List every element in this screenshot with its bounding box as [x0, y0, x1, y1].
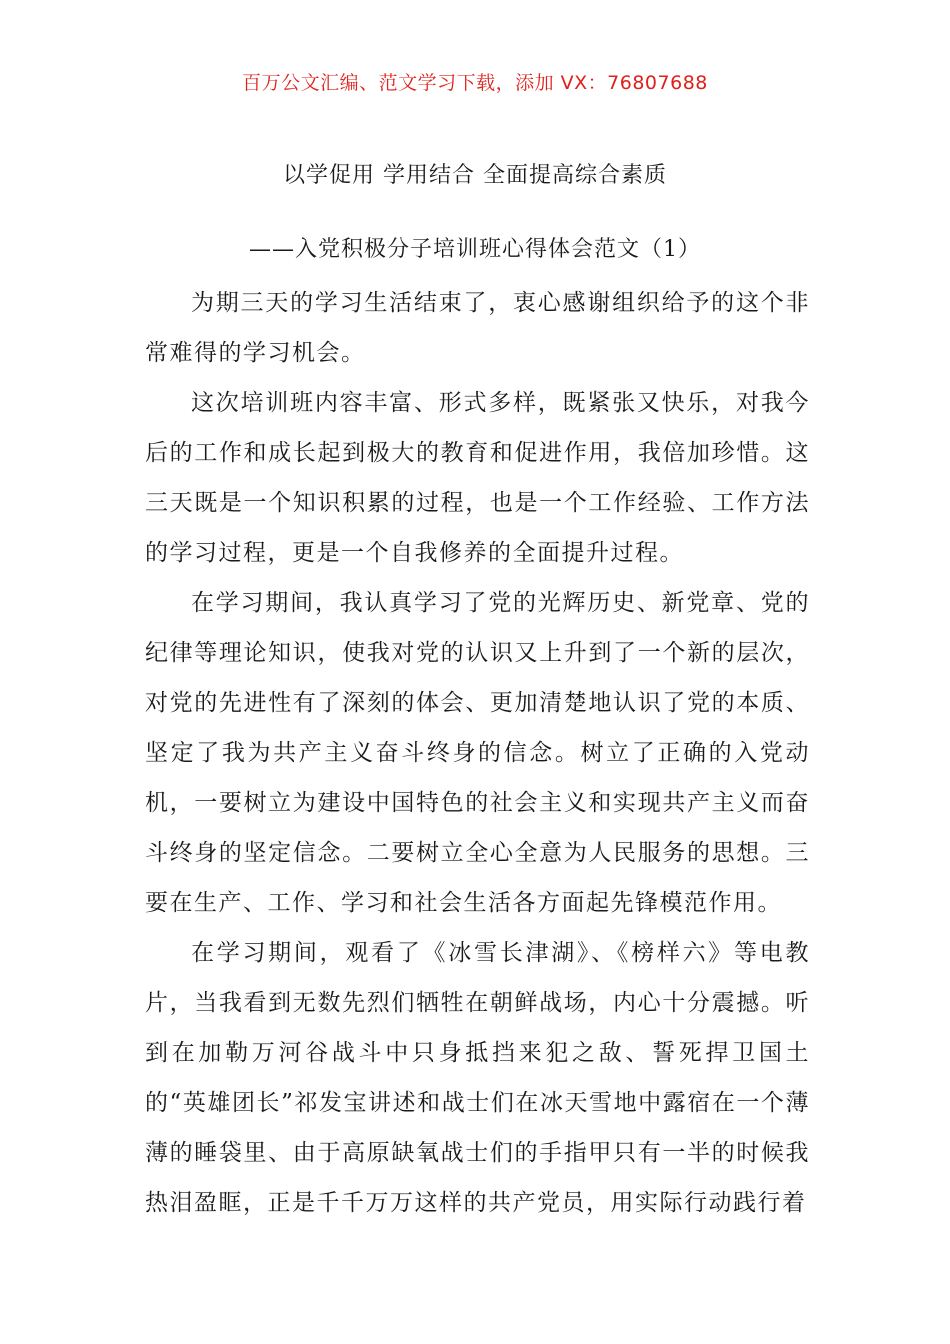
paragraph: 为期三天的学习生活结束了，衷心感谢组织给予的这个非常难得的学习机会。	[145, 290, 810, 366]
header-banner: 百万公文汇编、范文学习下载，添加 VX：76807688	[242, 72, 708, 94]
document-subtitle: ——入党积极分子培训班心得体会范文（1）	[249, 237, 701, 262]
document-body	[145, 278, 810, 1228]
paragraph: 在学习期间，观看了《冰雪长津湖》、《榜样六》等电教片，当我看到无数先烈们牺牲在朝鲜战场，内心十分震撼。听到在加勒万河谷战斗中只身抵挡来犯之敌、誓死捍卫国土的“英雄团长”祁发宝讲述和战士们在冰天雪地中露宿在一个薄薄的睡袋里、由于高原缺氧战士们的手指甲只有一半的时候我热泪盈眶，正是千千万万这样的共产党员，用实际行动践行着	[145, 940, 810, 1216]
paragraph: 在学习期间，我认真学习了党的光辉历史、新党章、党的纪律等理论知识，使我对党的认识又上升到了一个新的层次，对党的先进性有了深刻的体会、更加清楚地认识了党的本质、坚定了我为共产主义奋斗终身的信念。树立了正确的入党动机，一要树立为建设中国特色的社会主义和实现共产主义而奋斗终身的坚定信念。二要树立全心全意为人民服务的思想。三要在生产、工作、学习和社会生活各方面起先锋模范作用。	[145, 590, 810, 916]
paragraph: 这次培训班内容丰富、形式多样，既紧张又快乐，对我今后的工作和成长起到极大的教育和促进作用，我倍加珍惜。这三天既是一个知识积累的过程，也是一个工作经验、工作方法的学习过程，更是一个自我修养的全面提升过程。	[145, 390, 810, 566]
document-title: 以学促用 学用结合 全面提高综合素质	[283, 163, 667, 188]
